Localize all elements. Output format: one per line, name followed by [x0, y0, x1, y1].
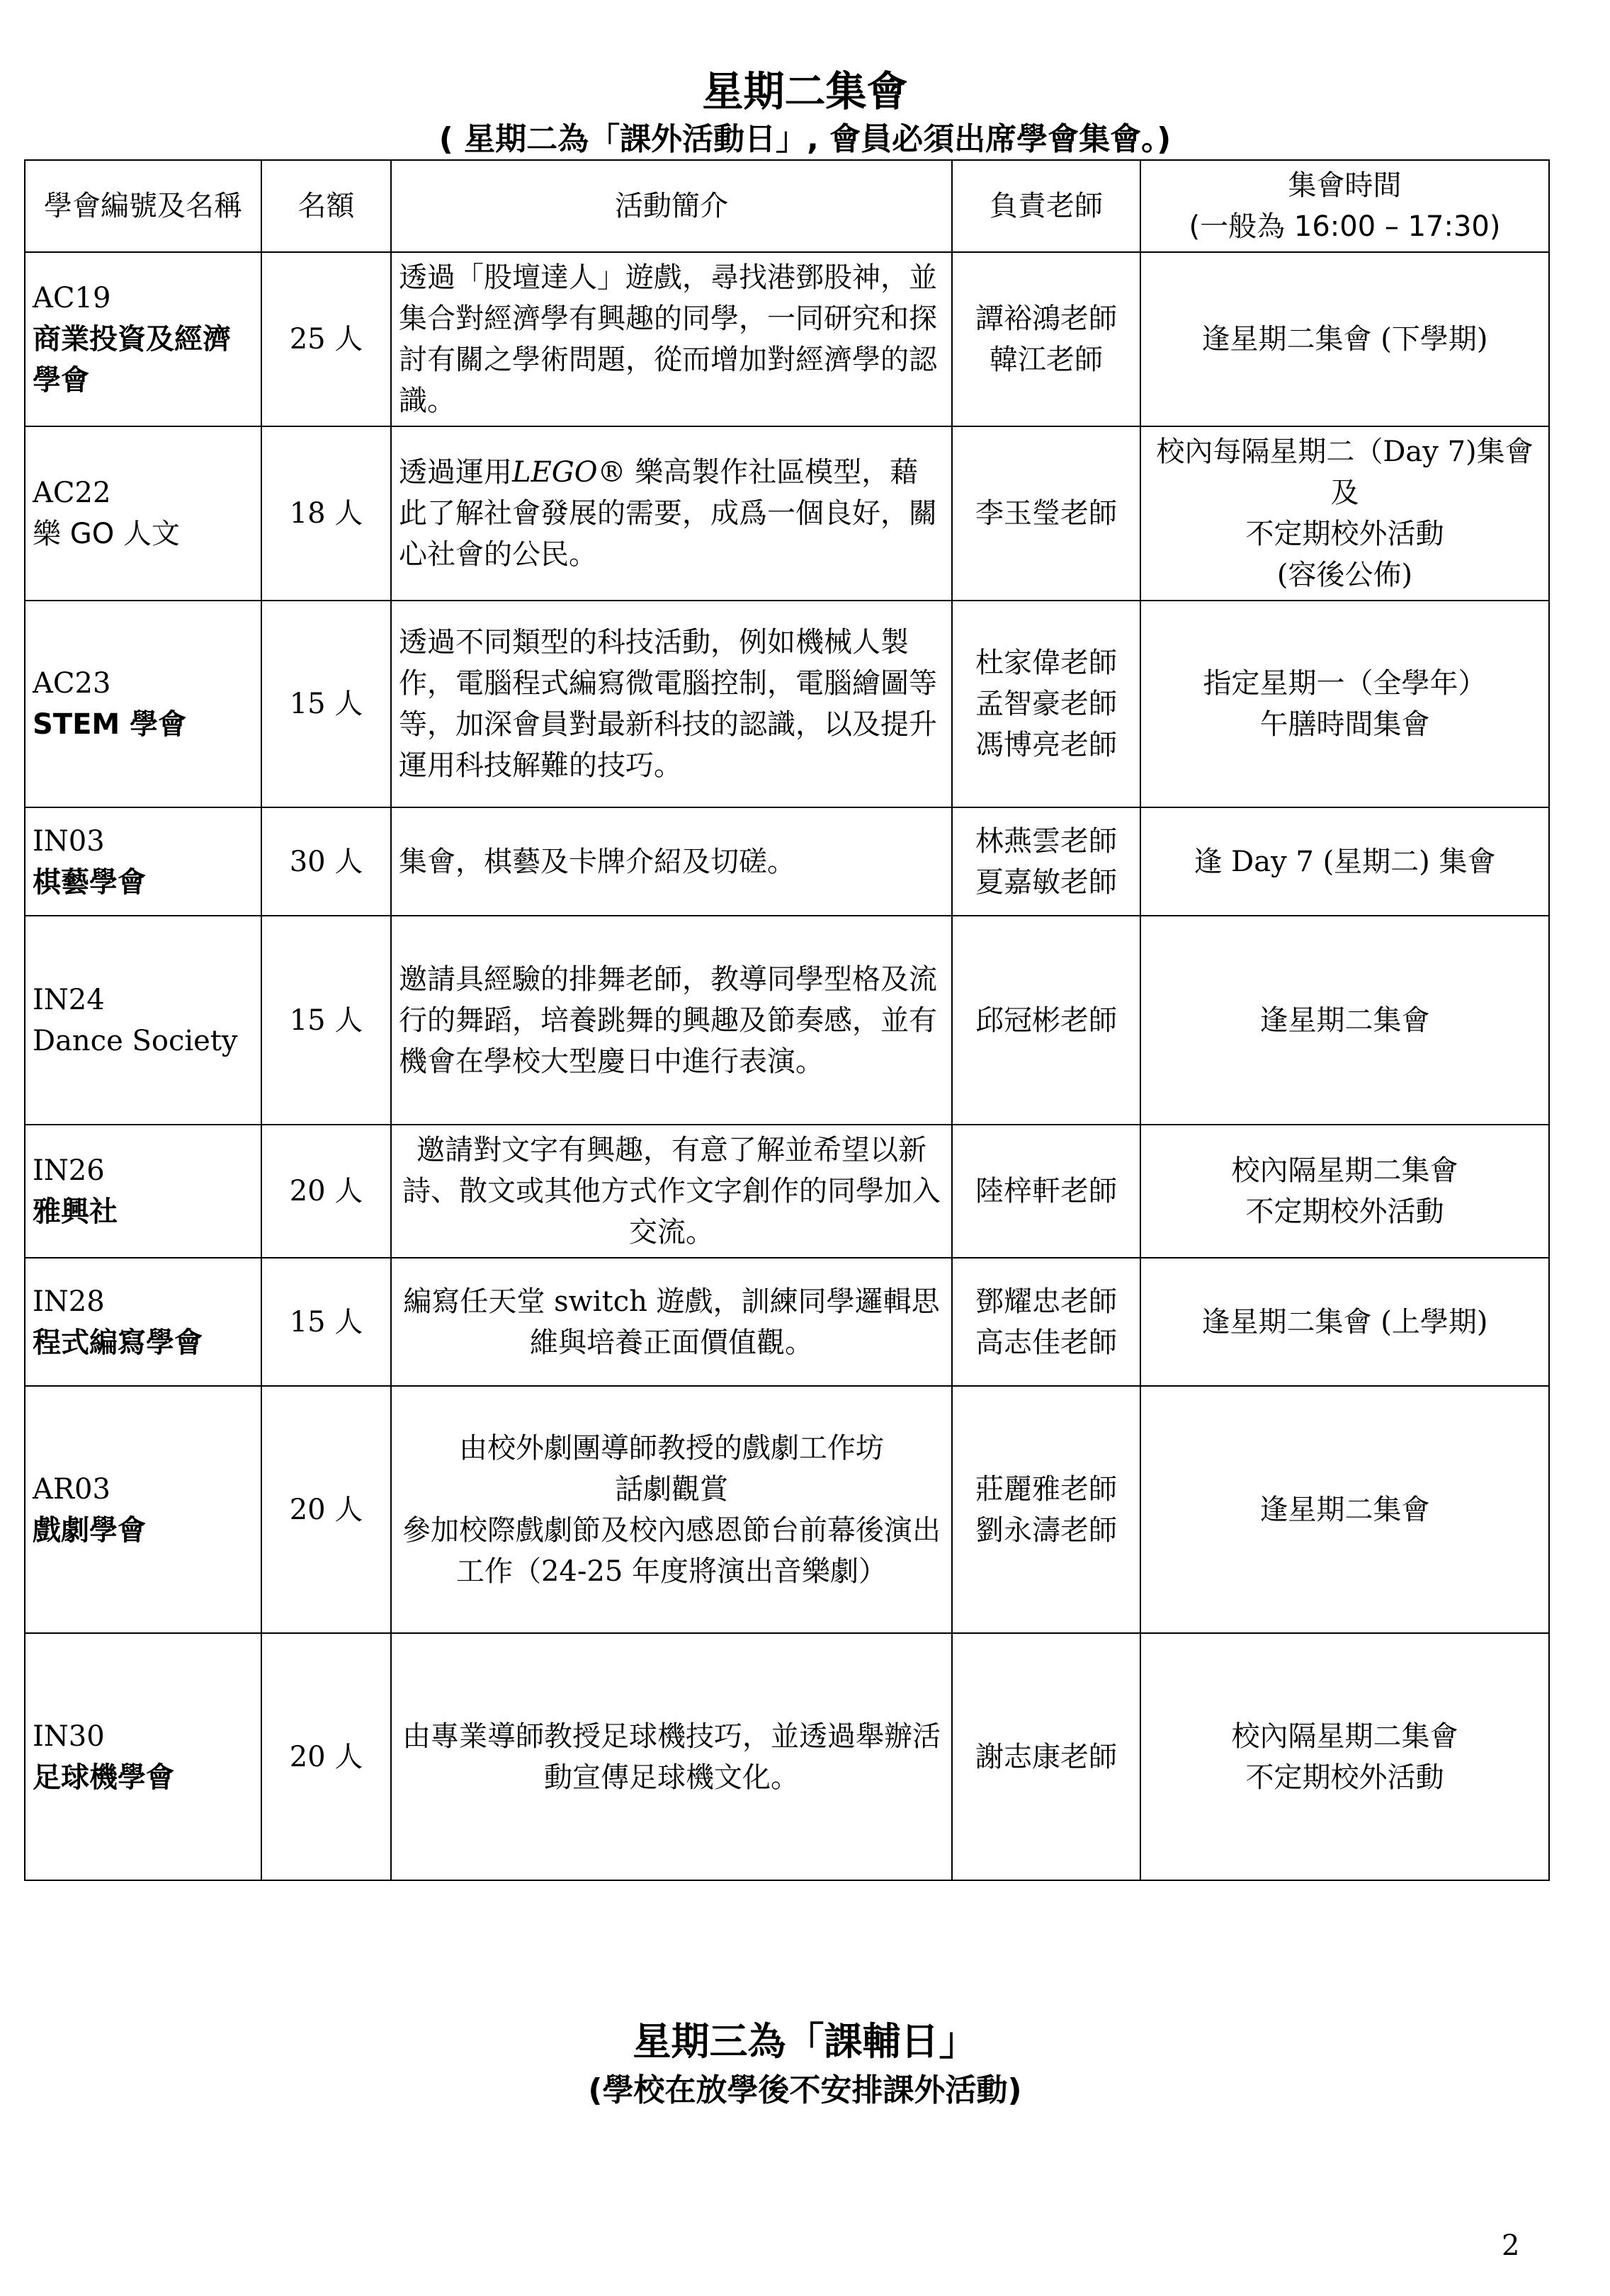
society-quota: 20 人 [261, 1125, 391, 1258]
description-pre: 透過運用 [399, 456, 512, 489]
society-time [1140, 1258, 1549, 1386]
lego-trademark: LEGO® [512, 456, 626, 489]
page-number: 2 [1502, 2229, 1520, 2262]
society-cell [25, 807, 261, 916]
societies-table [24, 159, 1550, 1881]
header-quota: 名額 [261, 160, 391, 252]
society-name: STEM 學會 [33, 708, 187, 741]
wednesday-title: 星期三為「課輔日」 [633, 2019, 977, 2064]
time-line: (容後公佈) [1276, 559, 1413, 591]
society-cell [25, 1258, 261, 1386]
society-quota: 25 人 [261, 252, 391, 426]
society-quota: 15 人 [261, 1258, 391, 1386]
society-description [391, 1386, 952, 1633]
society-cell [25, 1125, 261, 1258]
description-post: 樂高製作社區模型，藉此了解社會發展的需要，成爲一個良好，關心社會的公民。 [399, 456, 937, 571]
society-code: IN26 [33, 1154, 105, 1187]
time-line: 校內每隔星期二（Day 7)集會 [1156, 436, 1534, 468]
teacher-name: 林燕雲老師 [975, 824, 1117, 858]
society-name: 程式編寫學會 [33, 1326, 203, 1359]
header-time [1140, 160, 1549, 252]
society-time [1140, 807, 1549, 916]
time-line: 及 [1330, 477, 1359, 509]
society-quota: 18 人 [261, 426, 391, 601]
table-row [25, 807, 1549, 916]
society-code: AC22 [33, 477, 111, 509]
society-time [1140, 252, 1549, 426]
society-time [1140, 601, 1549, 807]
society-cell [25, 252, 261, 426]
society-cell [25, 601, 261, 807]
teacher-name: 杜家偉老師 [975, 647, 1117, 679]
table-row [25, 1258, 1549, 1386]
teacher-name: 鄧耀忠老師 [975, 1285, 1117, 1318]
table-row [25, 1633, 1549, 1880]
time-line: 校內隔星期二集會 [1231, 1720, 1458, 1753]
society-time [1140, 916, 1549, 1125]
time-line: 指定星期一（全學年） [1203, 667, 1487, 700]
society-time [1140, 1386, 1549, 1633]
society-code: AC19 [33, 282, 111, 314]
society-time [1140, 1633, 1549, 1880]
society-quota: 15 人 [261, 601, 391, 807]
time-line: 逢星期二集會 [1259, 1493, 1430, 1526]
description-line: 參加校際戲劇節及校內感恩節台前幕後演出工作（24-25 年度將演出音樂劇） [402, 1513, 941, 1588]
society-cell [25, 1386, 261, 1633]
society-name: Dance Society [33, 1024, 238, 1057]
table-header-row [25, 160, 1549, 252]
society-time [1140, 426, 1549, 601]
teacher-name: 夏嘉敏老師 [975, 865, 1117, 899]
header-name: 學會編號及名稱 [25, 160, 261, 252]
society-teachers [952, 916, 1140, 1125]
society-teachers [952, 601, 1140, 807]
teacher-name: 劉永濤老師 [975, 1513, 1117, 1547]
society-description: 集會，棋藝及卡牌介紹及切磋。 [391, 807, 952, 916]
society-description: 透過不同類型的科技活動，例如機械人製作，電腦程式編寫微電腦控制，電腦繪圖等等，加深會員對最新科技的認識，以及提升運用科技解難的技巧。 [391, 601, 952, 807]
society-name: 雅興社 [33, 1195, 118, 1228]
society-name: 棋藝學會 [33, 865, 146, 899]
time-line: 不定期校外活動 [1245, 1195, 1444, 1228]
time-line: 不定期校外活動 [1245, 1761, 1444, 1794]
society-teachers [952, 1386, 1140, 1633]
teacher-name: 謝志康老師 [975, 1740, 1117, 1773]
teacher-name: 李玉瑩老師 [975, 497, 1117, 530]
table-row [25, 1125, 1549, 1258]
time-line: 逢星期二集會 [1259, 1004, 1430, 1037]
wednesday-subtitle: (學校在放學後不安排課外活動) [588, 2072, 1022, 2108]
teacher-name: 高志佳老師 [975, 1326, 1117, 1359]
society-time [1140, 1125, 1549, 1258]
description-line: 由校外劇團導師教授的戲劇工作坊 [459, 1431, 884, 1465]
society-code: AR03 [33, 1472, 110, 1506]
page-subtitle: ( 星期二為「課外活動日」, 會員必須出席學會集會。) [438, 121, 1172, 157]
society-cell [25, 916, 261, 1125]
time-line: 不定期校外活動 [1245, 518, 1444, 550]
time-line: 校內隔星期二集會 [1231, 1154, 1458, 1187]
page-title: 星期二集會 [702, 67, 908, 115]
time-line: 逢星期二集會 (上學期) [1201, 1305, 1488, 1339]
teacher-name: 莊麗雅老師 [975, 1472, 1117, 1506]
table-row [25, 916, 1549, 1125]
society-cell [25, 426, 261, 601]
table-row [25, 1386, 1549, 1633]
society-code: IN30 [33, 1720, 105, 1753]
society-name: 商業投資及經濟學會 [33, 323, 231, 397]
teacher-name: 邱冠彬老師 [975, 1004, 1117, 1037]
society-teachers [952, 1258, 1140, 1386]
society-teachers [952, 1125, 1140, 1258]
header-time-label: 集會時間 [1288, 169, 1402, 202]
time-line: 逢 Day 7 (星期二) 集會 [1194, 845, 1496, 878]
society-quota: 20 人 [261, 1386, 391, 1633]
header-teacher: 負責老師 [952, 160, 1140, 252]
table-row [25, 601, 1549, 807]
society-name: 足球機學會 [33, 1761, 174, 1794]
society-description: 編寫任天堂 switch 遊戲，訓練同學邏輯思維與培養正面價值觀。 [391, 1258, 952, 1386]
time-line: 午膳時間集會 [1259, 708, 1430, 741]
society-quota: 15 人 [261, 916, 391, 1125]
society-name: 戲劇學會 [33, 1513, 146, 1547]
society-teachers [952, 252, 1140, 426]
teacher-name: 孟智豪老師 [975, 688, 1117, 720]
society-quota: 20 人 [261, 1633, 391, 1880]
society-code: AC23 [33, 667, 111, 700]
society-name: 樂 GO 人文 [33, 518, 180, 550]
teacher-name: 韓江老師 [990, 343, 1103, 376]
header-description: 活動簡介 [391, 160, 952, 252]
teacher-name: 陸梓軒老師 [975, 1175, 1117, 1207]
society-description: 由專業導師教授足球機技巧，並透過舉辦活動宣傳足球機文化。 [391, 1633, 952, 1880]
time-line: 逢星期二集會 (下學期) [1201, 323, 1488, 356]
description-line: 話劇觀賞 [615, 1472, 728, 1506]
society-code: IN24 [33, 983, 105, 1016]
society-description: 透過「股壇達人」遊戲，尋找港鄧股神，並集合對經濟學有興趣的同學，一同研究和探討有關之學術問題，從而增加對經濟學的認識。 [391, 252, 952, 426]
teacher-name: 馮博亮老師 [975, 729, 1117, 761]
society-code: IN28 [33, 1285, 105, 1318]
table-row [25, 252, 1549, 426]
society-teachers [952, 426, 1140, 601]
society-description [391, 426, 952, 601]
society-description: 邀請對文字有興趣，有意了解並希望以新詩、散文或其他方式作文字創作的同學加入交流。 [391, 1125, 952, 1258]
teacher-name: 譚裕鴻老師 [975, 302, 1117, 335]
society-teachers [952, 807, 1140, 916]
society-quota: 30 人 [261, 807, 391, 916]
header-time-note: (一般為 16:00 – 17:30) [1189, 210, 1501, 243]
society-cell [25, 1633, 261, 1880]
society-teachers [952, 1633, 1140, 1880]
society-code: IN03 [33, 824, 105, 858]
table-row [25, 426, 1549, 601]
society-description: 邀請具經驗的排舞老師，教導同學型格及流行的舞蹈，培養跳舞的興趣及節奏感，並有機會在學校大型慶日中進行表演。 [391, 916, 952, 1125]
